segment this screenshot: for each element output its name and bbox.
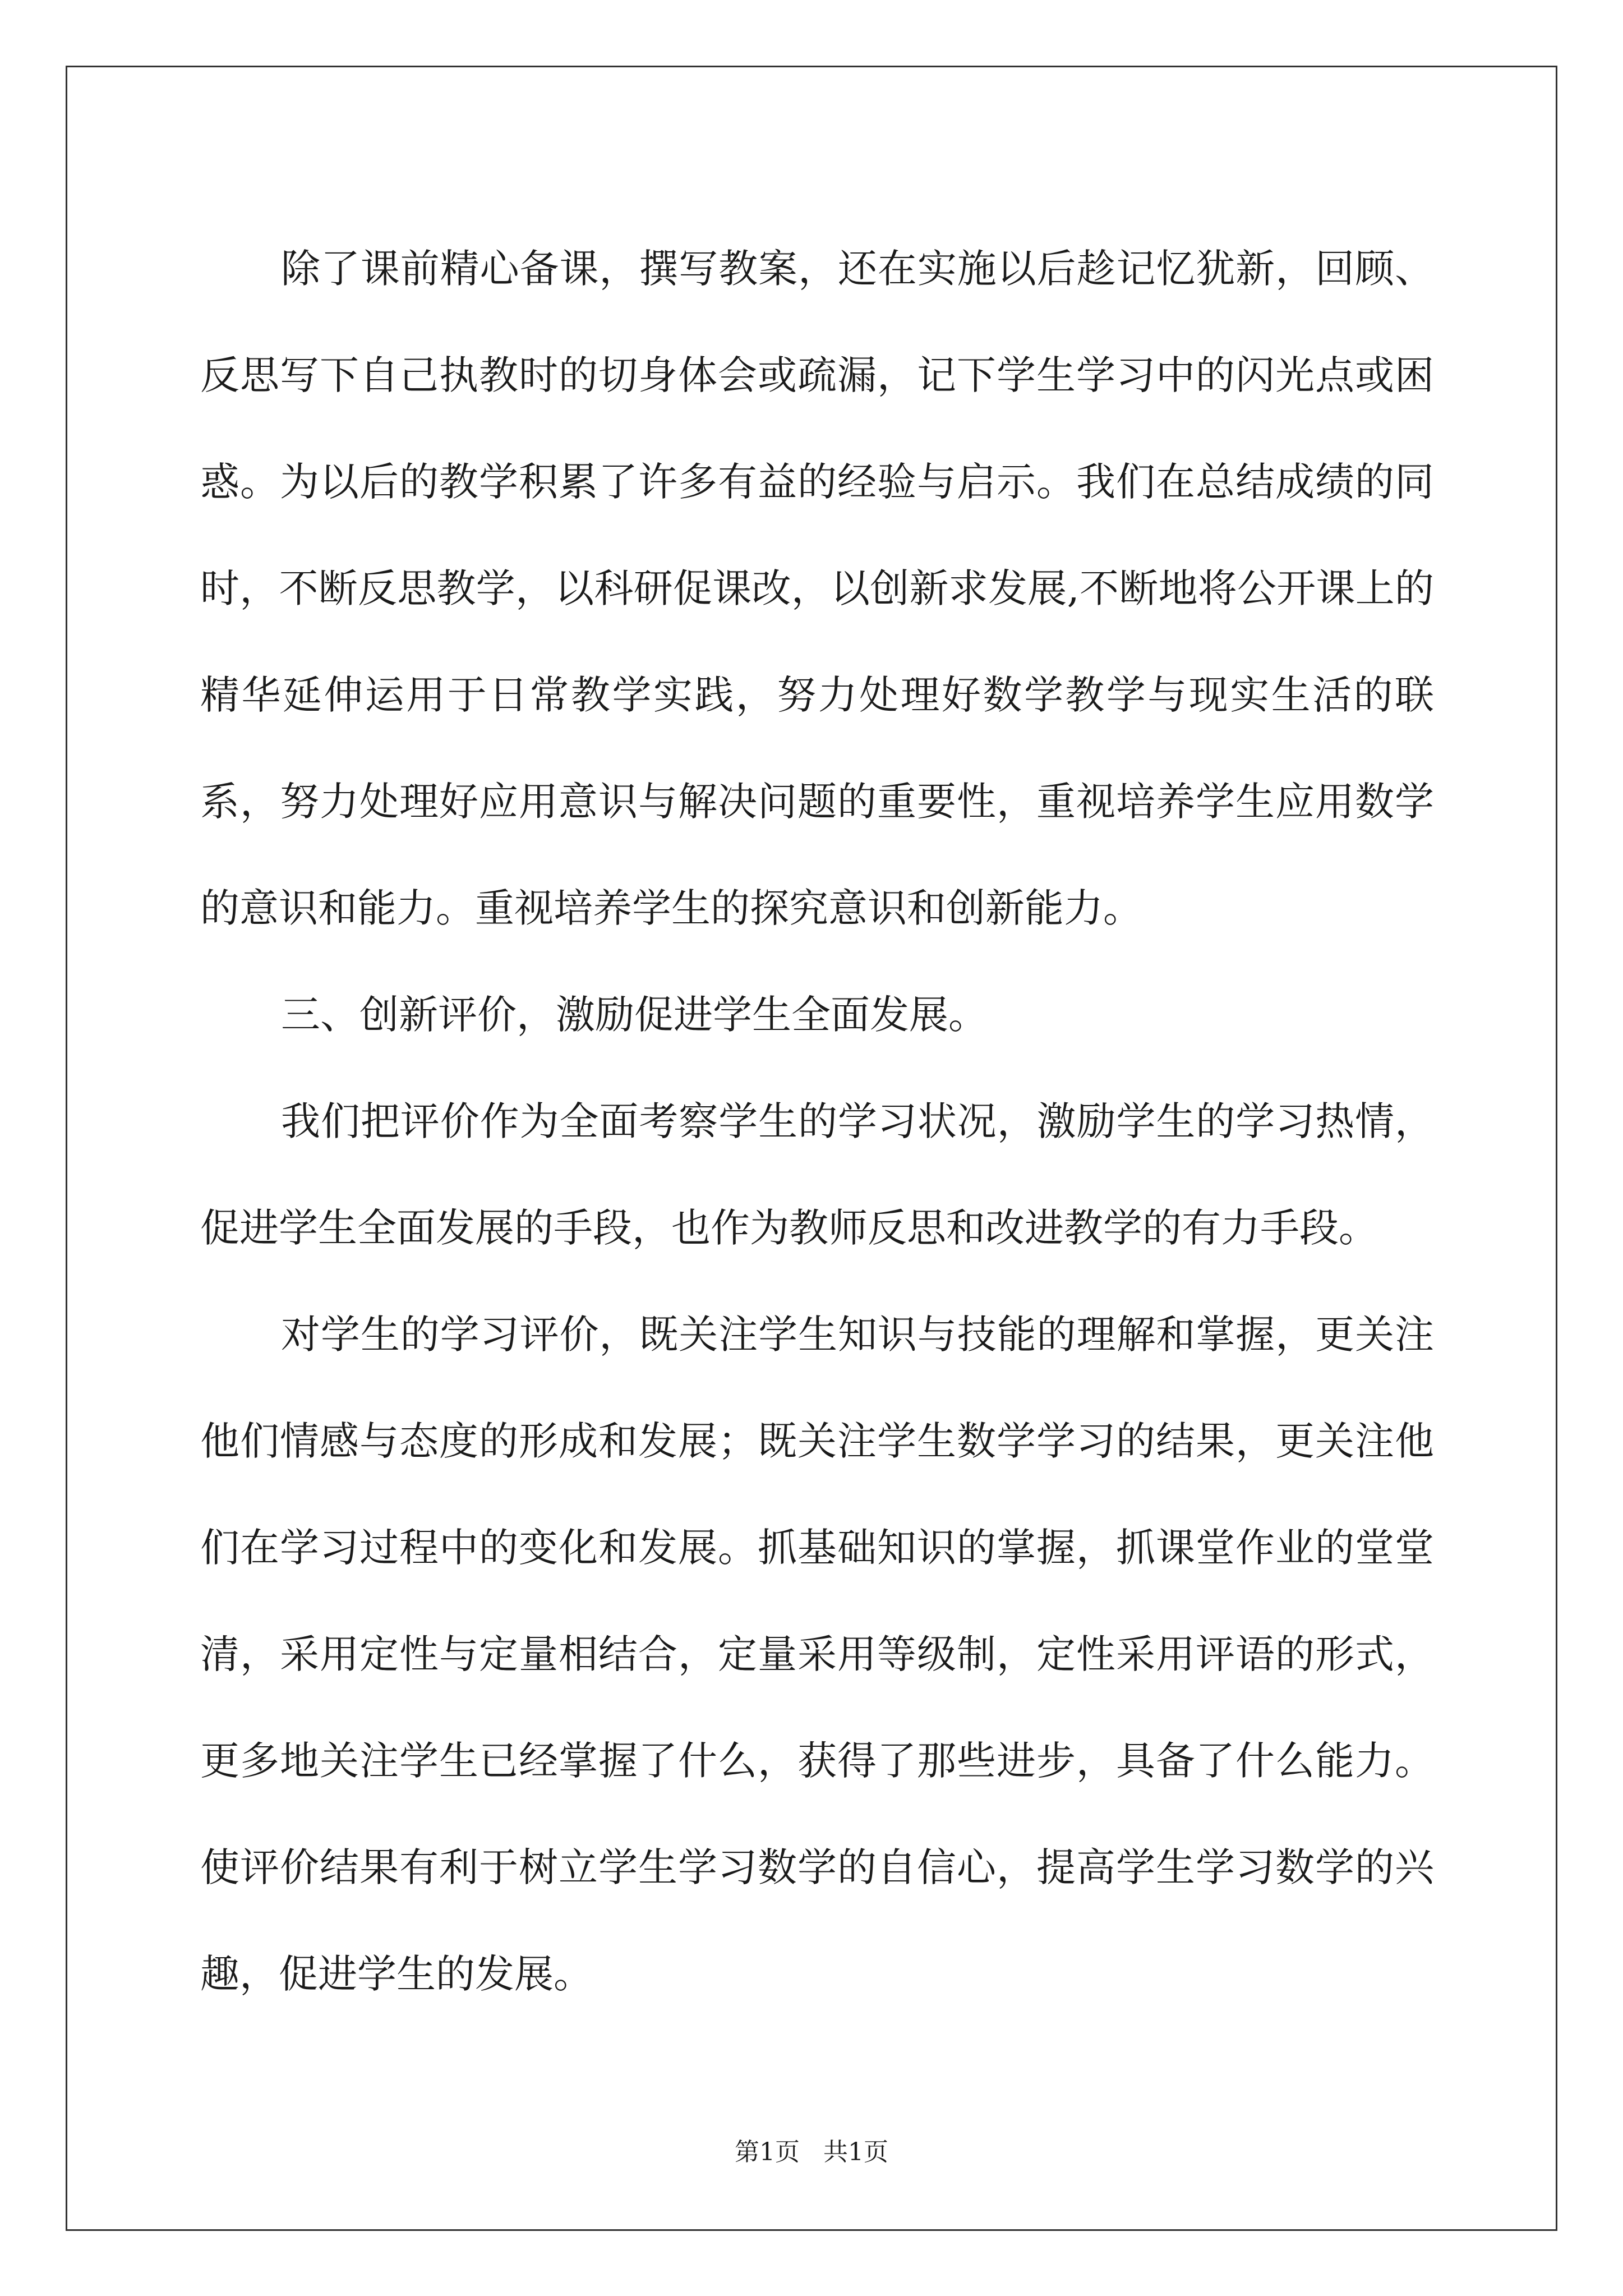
paragraph-reflection: 除了课前精心备课，撰写教案，还在实施以后趁记忆犹新，回顾、反思写下自己执教时的切身体会或疏漏，记下学生学习中的闪光点或困惑。为以后的教学积累了许多有益的经验与启示。我们在总结成绩的同时，不断反思教学，以科研促课改，以创新求发展,不断地将公开课上的精华延伸运用于日常教学实践，努力处理好数学教学与现实生活的联系，努力处理好应用意识与解决问题的重要性，重视培养学生应用数学的意识和能力。重视培养学生的探究意识和创新能力。 (200, 246, 1434, 931)
paragraph-evaluation-purpose: 我们把评价作为全面考察学生的学习状况，激励学生的学习热情，促进学生全面发展的手段，也作为教师反思和改进教学的有力手段。 (200, 1098, 1434, 1251)
document-body (200, 215, 1434, 2027)
page-number-footer: 第1页 共1页 (735, 2138, 888, 2166)
paragraph-evaluation-method: 对学生的学习评价，既关注学生知识与技能的理解和掌握，更关注他们情感与态度的形成和发展；既关注学生数学学习的结果，更关注他们在学习过程中的变化和发展。抓基础知识的掌握，抓课堂作业的堂堂清，采用定性与定量相结合，定量采用等级制，定性采用评语的形式，更多地关注学生已经掌握了什么，获得了那些进步，具备了什么能力。使评价结果有利于树立学生学习数学的自信心，提高学生学习数学的兴趣，促进学生的发展。 (200, 1312, 1434, 1997)
section-heading: 三、创新评价，激励促进学生全面发展。 (281, 992, 988, 1038)
